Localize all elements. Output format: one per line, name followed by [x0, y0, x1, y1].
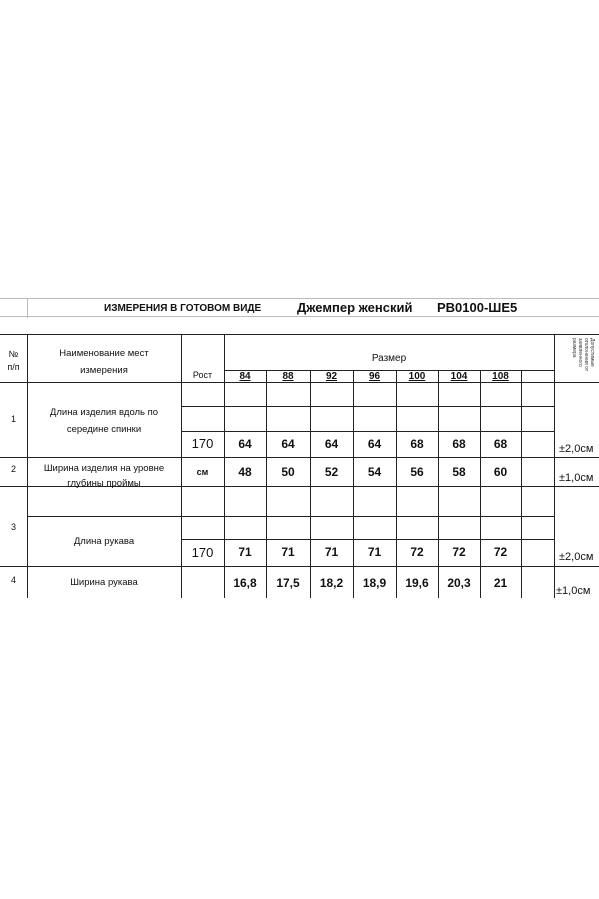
size-header: 100: [408, 371, 426, 382]
row-value: 72: [493, 545, 508, 559]
size-header: 88: [282, 371, 294, 382]
row-value: 52: [324, 465, 339, 479]
row-tolerance: ±2,0см: [559, 551, 594, 563]
row-value: 64: [324, 437, 339, 451]
row-name: Ширина рукава: [70, 577, 138, 588]
row-value: 72: [452, 545, 466, 559]
col-sep: [521, 370, 522, 598]
row-value: 21: [493, 576, 508, 590]
table-border-top: [0, 334, 599, 335]
measurements-label: ИЗМЕРЕНИЯ В ГОТОВОМ ВИДЕ: [104, 303, 262, 314]
row-rost: 170: [191, 545, 214, 560]
size-header: 104: [450, 371, 468, 382]
row-value: 58: [452, 465, 466, 479]
row-num: 3: [10, 522, 16, 532]
row-sep: [27, 516, 554, 517]
col-tolerance-header: Допустимые отклонения от заявленного размера: [571, 338, 595, 372]
row-value: 71: [367, 545, 382, 559]
row-value: 72: [410, 545, 424, 559]
col-name-header: Наименование мест измерения: [59, 348, 149, 376]
size-header: 92: [325, 371, 338, 382]
row-value: 71: [238, 545, 252, 559]
row-value: 18,9: [362, 576, 387, 590]
row-value: 48: [238, 465, 252, 479]
col-num-header: № п/п: [7, 349, 20, 372]
row-tolerance: ±1,0см: [556, 585, 591, 597]
row-value: 64: [367, 437, 382, 451]
row-value: 64: [281, 437, 295, 451]
row-unit: см: [196, 467, 209, 477]
row-num: 4: [10, 575, 16, 585]
size-header: 108: [492, 371, 509, 382]
col-sep: [266, 370, 267, 598]
row-sep: [181, 539, 554, 540]
row-value: 18,2: [319, 576, 344, 590]
col-rost-header: Рост: [192, 370, 213, 380]
row-value: 56: [410, 465, 424, 479]
row-value: 68: [452, 437, 466, 451]
row-rost: 170: [191, 436, 214, 451]
row-value: 68: [493, 437, 508, 451]
row-value: 54: [367, 465, 382, 479]
grid-line: [27, 298, 28, 318]
row-value: 60: [493, 465, 508, 479]
col-sep: [554, 334, 555, 598]
row-value: 64: [238, 437, 252, 451]
product-code: PB0100-ШЕ5: [437, 300, 518, 315]
row-sep: [181, 431, 554, 432]
size-header: 84: [239, 371, 251, 382]
row-tolerance: ±1,0см: [559, 472, 594, 484]
row-tolerance: ±2,0см: [559, 443, 594, 455]
row-num: 1: [10, 414, 16, 424]
row-name: Длина рукава: [73, 536, 135, 547]
row-value: 20,3: [447, 576, 471, 590]
col-sep: [480, 370, 481, 598]
row-value: 17,5: [276, 576, 300, 590]
row-num: 2: [10, 464, 16, 474]
measurement-sheet: [0, 298, 599, 598]
product-title: Джемпер женский: [297, 300, 413, 315]
col-sep: [353, 370, 354, 598]
row-name: Длина изделия вдоль по середине спинки: [49, 407, 159, 435]
col-razmer-header: Размер: [371, 353, 407, 364]
col-sep: [310, 370, 311, 598]
row-value: 71: [281, 545, 295, 559]
col-sep: [396, 370, 397, 598]
grid-line: [0, 316, 599, 317]
size-header: 96: [368, 371, 381, 382]
grid-line: [0, 298, 599, 299]
col-sep: [438, 370, 439, 598]
row-value: 16,8: [233, 576, 257, 590]
row-sep: [0, 457, 599, 458]
row-sep: [0, 382, 599, 383]
row-name: Ширина изделия на уровне глубины проймы: [43, 463, 165, 489]
row-value: 71: [324, 545, 339, 559]
row-value: 50: [281, 465, 295, 479]
row-value: 68: [410, 437, 424, 451]
row-sep: [181, 406, 554, 407]
row-value: 19,6: [405, 576, 429, 590]
row-sep: [0, 566, 599, 567]
